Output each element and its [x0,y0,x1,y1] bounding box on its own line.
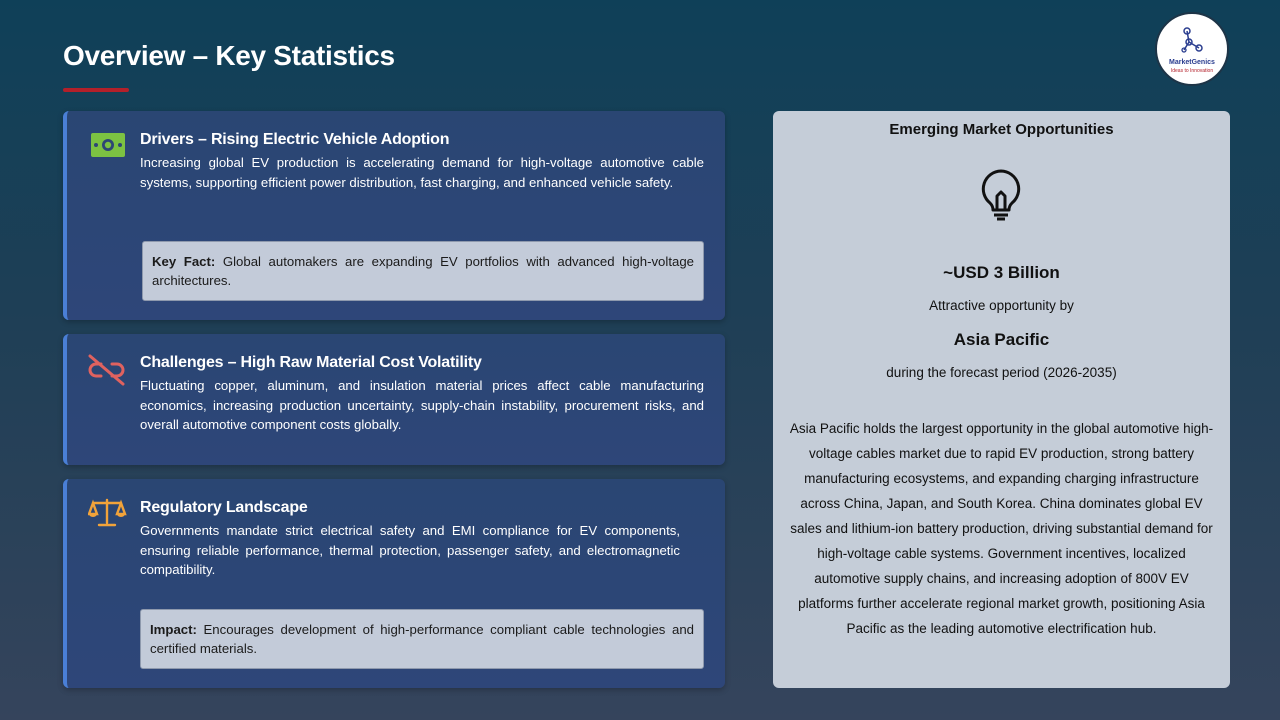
drivers-card [63,111,725,320]
opportunity-region: Asia Pacific [953,330,1050,349]
key-fact-text: Global automakers are expanding EV portfolios with advanced high-voltage architectures. [152,254,694,288]
lightbulb-icon [979,168,1023,222]
drivers-text: Increasing global EV production is accelerating demand for high-voltage automotive cable systems, supporting efficient power distribution, fast charging, and enhanced vehicle safety. [140,155,704,190]
regulatory-card [63,479,725,688]
title-underline [63,88,129,92]
opportunity-title: Emerging Market Opportunities [889,121,1114,138]
opportunity-period: during the forecast period (2026-2035) [886,365,1117,380]
opportunity-value: ~USD 3 Billion [943,263,1060,282]
company-logo [1155,12,1229,86]
page-title: Overview – Key Statistics [63,40,395,71]
regulatory-title: Regulatory Landscape [140,499,308,516]
challenges-text: Fluctuating copper, aluminum, and insulation material prices affect cable manufacturing economics, increasing production uncertainty, supply-chain instability, procurement risks, and overall automotive component costs globally. [140,378,704,432]
challenges-card [63,334,725,465]
impact-box [140,609,704,669]
balance-scale-icon [88,497,128,529]
opportunity-description: Asia Pacific holds the largest opportunity in the global automotive high-voltage cables market due to rapid EV production, strong battery manufacturing ecosystems, and expanding charging infrastructure across China, Japan, and South Korea. China dominates global EV sales and lithium-ion battery production, driving substantial demand for high-voltage cable systems. Government incentives, localized automotive supply chains, and increasing adoption of 800V EV platforms further accelerate regional market growth, positioning Asia Pacific as the leading automotive electrification hub. [789,421,1214,636]
money-bill-icon [89,131,129,163]
impact-label: Impact: [150,622,197,637]
opportunity-subtitle: Attractive opportunity by [929,298,1074,313]
network-nodes-icon [1181,26,1203,54]
challenges-title: Challenges – High Raw Material Cost Volatility [140,354,482,371]
logo-tagline: Ideas to Innovation [1170,68,1214,74]
drivers-title: Drivers – Rising Electric Vehicle Adoption [140,131,450,148]
key-fact-label: Key Fact: [152,254,216,269]
opportunity-panel [773,111,1230,688]
broken-link-icon [87,354,127,386]
logo-name: MarketGenics [1169,59,1215,66]
impact-text: Encourages development of high-performance compliant cable technologies and certified materials. [150,622,694,656]
regulatory-text: Governments mandate strict electrical safety and EMI compliance for EV components, ensuring reliable performance, thermal protection, passenger safety, and electromagnetic compatibility. [140,523,680,577]
key-fact-box [142,241,704,301]
